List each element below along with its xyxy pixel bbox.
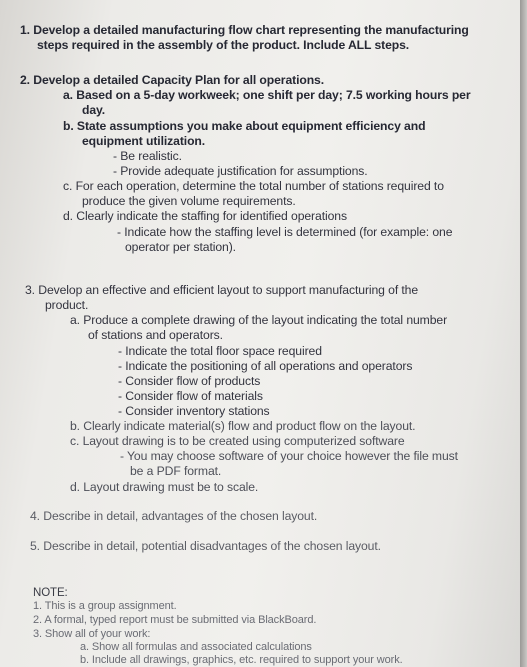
item-3-line-2: product.: [45, 298, 89, 312]
note-heading: NOTE:: [33, 587, 68, 599]
note-item-2: 2. A formal, typed report must be submitted via BlackBoard.: [33, 614, 317, 626]
item-4-line: 4. Describe in detail, advantages of the chosen layout.: [30, 509, 318, 523]
item-2a-line-1: a. Based on a 5-day workweek; one shift per day; 7.5 working hours per: [63, 88, 471, 102]
item-2b-line-1: b. State assumptions you make about equipment efficiency and: [63, 119, 426, 133]
note-item-1: 1. This is a group assignment.: [33, 600, 177, 612]
item-2d-bullet-2: operator per station).: [125, 240, 236, 254]
note-item-3b: b. Include all drawings, graphics, etc. required to support your work.: [80, 654, 403, 666]
item-3a-line-2: of stations and operators.: [88, 328, 223, 342]
item-3a-bullet-2: - Indicate the positioning of all operations and operators: [118, 359, 413, 373]
item-2-heading: 2. Develop a detailed Capacity Plan for all operations.: [20, 73, 325, 87]
item-2c-line-2: produce the given volume requirements.: [82, 194, 296, 208]
item-2b-bullet-2: - Provide adequate justification for assumptions.: [113, 164, 368, 178]
item-3d-line-1: d. Layout drawing must be to scale.: [70, 480, 259, 494]
item-2a-line-2: day.: [82, 103, 106, 117]
item-3a-line-1: a. Produce a complete drawing of the layout indicating the total number: [70, 313, 448, 327]
note-item-3a: a. Show all formulas and associated calculations: [80, 641, 312, 653]
item-2d-line-1: d. Clearly indicate the staffing for identified operations: [63, 209, 347, 223]
item-3a-bullet-1: - Indicate the total floor space required: [118, 344, 322, 358]
note-item-3: 3. Show all of your work:: [33, 628, 151, 640]
item-3a-bullet-3: - Consider flow of products: [118, 374, 261, 388]
item-3b-line-1: b. Clearly indicate material(s) flow and product flow on the layout.: [70, 419, 416, 433]
item-1-line-1: 1. Develop a detailed manufacturing flow chart representing the manufacturing: [20, 23, 469, 37]
item-2b-bullet-1: - Be realistic.: [113, 149, 182, 163]
item-2b-line-2: equipment utilization.: [82, 134, 206, 148]
item-3a-bullet-5: - Consider inventory stations: [118, 404, 270, 418]
item-5-line: 5. Describe in detail, potential disadvantages of the chosen layout.: [30, 539, 381, 553]
item-2c-line-1: c. For each operation, determine the total number of stations required to: [63, 179, 444, 193]
item-3c-bullet-2: be a PDF format.: [130, 464, 222, 478]
item-3c-bullet-1: - You may choose software of your choice however the file must: [120, 449, 458, 463]
page-edge-shadow: [520, 0, 527, 667]
item-1-line-2: steps required in the assembly of the product. Include ALL steps.: [37, 38, 410, 52]
item-3c-line-1: c. Layout drawing is to be created using computerized software: [70, 434, 405, 448]
item-2d-bullet-1: - Indicate how the staffing level is determined (for example: one: [117, 225, 453, 239]
item-3-line-1: 3. Develop an effective and efficient layout to support manufacturing of the: [25, 283, 419, 297]
item-3a-bullet-4: - Consider flow of materials: [118, 389, 263, 403]
